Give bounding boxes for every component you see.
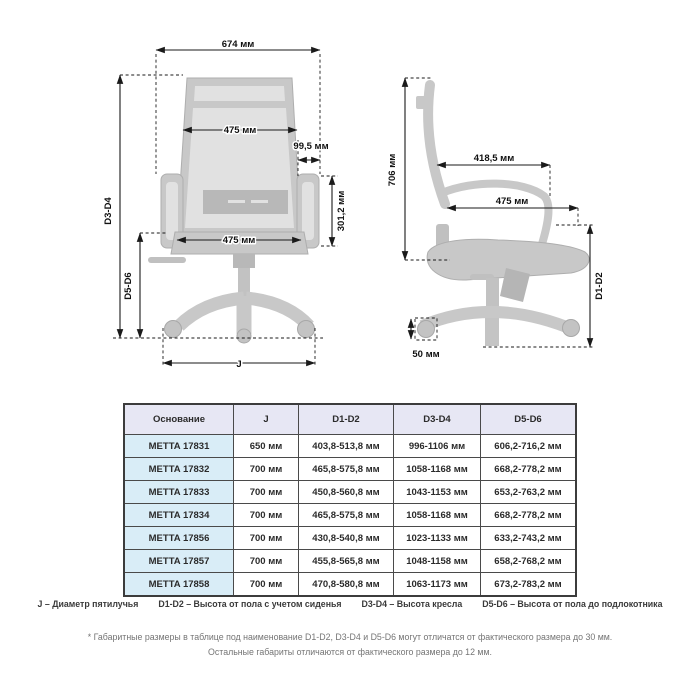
table-header-row <box>124 404 576 435</box>
footnote-line-1: * Габаритные размеры в таблице под наименование D1-D2, D3-D4 и D5-D6 могут отличатся от фактического размера до 30 мм. <box>87 632 613 642</box>
dim-front-armrest-gap: 99,5 мм <box>293 141 329 152</box>
cell-j: 700 мм <box>234 504 299 527</box>
cell-d3-d4: 1048-1158 мм <box>394 550 481 573</box>
cell-d5-d6: 606,2-716,2 мм <box>481 435 577 458</box>
dimensions-table <box>123 403 577 597</box>
cell-d3-d4: 996-1106 мм <box>394 435 481 458</box>
cell-j: 700 мм <box>234 481 299 504</box>
cell-model: METTA 17857 <box>124 550 234 573</box>
cell-model: METTA 17832 <box>124 458 234 481</box>
chair-side-silhouette <box>416 85 589 346</box>
table-row <box>124 481 576 504</box>
cell-model: METTA 17833 <box>124 481 234 504</box>
cell-model: METTA 17834 <box>124 504 234 527</box>
cell-model: METTA 17831 <box>124 435 234 458</box>
table-row <box>124 527 576 550</box>
dim-front-d5-d6: D5-D6 <box>123 272 134 300</box>
col-header-d1-d2: D1-D2 <box>299 404 394 435</box>
dim-front-total-width: 674 мм <box>221 39 255 50</box>
spec-table-container <box>0 403 700 597</box>
dim-front-backrest-width: 475 мм <box>223 125 257 136</box>
dim-side-caster-size: 50 мм <box>412 349 440 360</box>
chair-side-view-diagram <box>378 28 608 378</box>
cell-d1-d2: 465,8-575,8 мм <box>299 458 394 481</box>
legend-item-d1-d2: D1-D2 – Высота от пола с учетом сиденья <box>158 599 342 609</box>
cell-d3-d4: 1043-1153 мм <box>394 481 481 504</box>
cell-d1-d2: 465,8-575,8 мм <box>299 504 394 527</box>
dim-side-back-height: 706 мм <box>387 153 398 187</box>
cell-d5-d6: 668,2-778,2 мм <box>481 458 577 481</box>
cell-d5-d6: 658,2-768,2 мм <box>481 550 577 573</box>
dim-side-seat-depth: 475 мм <box>495 196 529 207</box>
table-row <box>124 435 576 458</box>
cell-d5-d6: 668,2-778,2 мм <box>481 504 577 527</box>
table-row <box>124 550 576 573</box>
cell-d1-d2: 430,8-540,8 мм <box>299 527 394 550</box>
dim-front-base-diameter: J <box>236 359 242 370</box>
table-row <box>124 573 576 597</box>
cell-j: 650 мм <box>234 435 299 458</box>
cell-d5-d6: 673,2-783,2 мм <box>481 573 577 597</box>
cell-model: METTA 17856 <box>124 527 234 550</box>
cell-j: 700 мм <box>234 550 299 573</box>
col-header-j: J <box>234 404 299 435</box>
cell-d1-d2: 470,8-580,8 мм <box>299 573 394 597</box>
cell-d1-d2: 455,8-565,8 мм <box>299 550 394 573</box>
dimension-legend <box>0 599 700 609</box>
cell-d3-d4: 1058-1168 мм <box>394 504 481 527</box>
chair-front-silhouette <box>148 78 319 343</box>
legend-item-d5-d6: D5-D6 – Высота от пола до подлокотника <box>482 599 663 609</box>
cell-d3-d4: 1023-1133 мм <box>394 527 481 550</box>
dim-side-d1-d2: D1-D2 <box>594 272 605 300</box>
dim-front-d3-d4: D3-D4 <box>103 197 114 225</box>
footnote <box>0 630 700 660</box>
cell-j: 700 мм <box>234 573 299 597</box>
dim-front-seat-width: 475 мм <box>222 235 256 246</box>
table-row <box>124 458 576 481</box>
dim-front-armrest-height: 301,2 мм <box>336 190 347 232</box>
cell-d5-d6: 633,2-743,2 мм <box>481 527 577 550</box>
col-header-d5-d6: D5-D6 <box>481 404 577 435</box>
cell-d1-d2: 403,8-513,8 мм <box>299 435 394 458</box>
table-row <box>124 504 576 527</box>
col-header-d3-d4: D3-D4 <box>394 404 481 435</box>
footnote-line-2: Остальные габариты отличаются от фактического размера до 12 мм. <box>208 646 492 657</box>
cell-j: 700 мм <box>234 527 299 550</box>
cell-d5-d6: 653,2-763,2 мм <box>481 481 577 504</box>
legend-item-j: J – Диаметр пятилучья <box>37 599 139 609</box>
cell-model: METTA 17858 <box>124 573 234 597</box>
cell-d1-d2: 450,8-560,8 мм <box>299 481 394 504</box>
cell-j: 700 мм <box>234 458 299 481</box>
dim-side-armrest-depth: 418,5 мм <box>473 153 515 164</box>
col-header-base: Основание <box>124 404 234 435</box>
cell-d3-d4: 1063-1173 мм <box>394 573 481 597</box>
chair-front-view-diagram <box>95 28 355 378</box>
cell-d3-d4: 1058-1168 мм <box>394 458 481 481</box>
legend-item-d3-d4: D3-D4 – Высота кресла <box>361 599 463 609</box>
